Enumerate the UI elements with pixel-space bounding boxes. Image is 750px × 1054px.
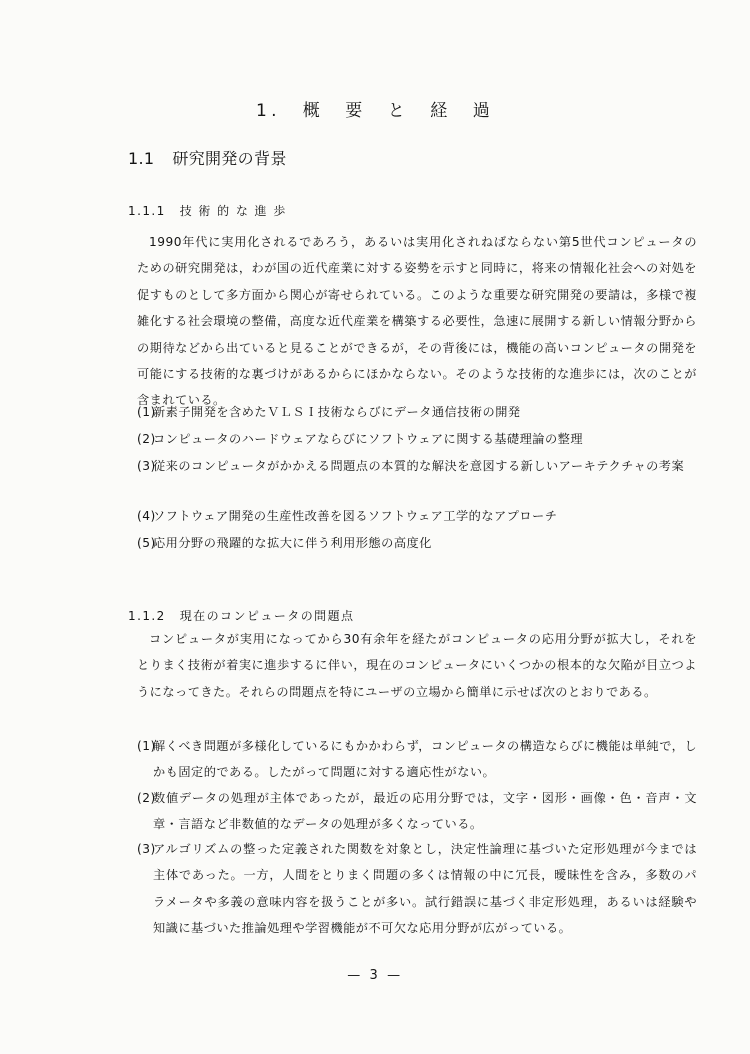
subsection-number: 1.1.1 (128, 204, 166, 218)
section-title-text: 研究開発の背景 (172, 149, 287, 168)
list-item-text: ソフトウェア開発の生産性改善を図るソフトウェア工学的なアプローチ (153, 509, 558, 523)
list-marker: (3) (137, 842, 156, 856)
list-marker: (2) (137, 432, 156, 446)
chapter-title (0, 96, 750, 121)
paragraph-current-problems: コンピュータが実用になってから30有余年を経たがコンピュータの応用分野が拡大し，それをとりまく技術が着実に進歩するに伴い，現在のコンピュータにいくつかの根本的な欠陥が目立つようになってきた。それらの問題点を特にユーザの立場から簡単に示せば次のとおりである。 (137, 632, 697, 699)
list-marker: (2) (137, 791, 156, 805)
section-title (128, 146, 287, 169)
list-marker: (3) (137, 459, 156, 473)
list-item-text: 従来のコンピュータがかかえる問題点の本質的な解決を意図する新しいアーキテクチャの考案 (153, 459, 685, 473)
subsection-title-2 (128, 607, 354, 624)
chapter-number: 1. (256, 101, 281, 121)
list-item (137, 399, 697, 425)
list-item-text: 解くべき問題が多様化しているにもかかわらず，コンピュータの構造ならびに機能は単純で，しかも固定的である。したがって問題に対する適応性がない。 (153, 739, 697, 780)
subsection-title-text: 技 術 的 な 進 歩 (179, 204, 287, 218)
list-marker: (1) (137, 739, 156, 753)
list-item-text: アルゴリズムの整った定義された関数を対象とし，決定性論理に基づいた定形処理が今までは主体であった。一方，人間をとりまく問題の多くは情報の中に冗長，曖昧性を含み，多数のパラメータや多義の意味内容を扱うことが多い。試行錯誤に基づく非定形処理，あるいは経験や知識に基づいた推論処理や学習機能が不可欠な応用分野が広がっている。 (153, 842, 697, 936)
list-item (137, 836, 697, 942)
list-item (137, 503, 697, 529)
list-item (137, 785, 697, 838)
list-item (137, 530, 697, 556)
chapter-title-text: 概 要 と 経 過 (302, 101, 494, 121)
list-item-text: コンピュータのハードウェアならびにソフトウェアに関する基礎理論の整理 (153, 432, 583, 446)
page-number: — 3 — (347, 968, 403, 983)
subsection-title-text: 現在のコンピュータの問題点 (179, 609, 355, 623)
paragraph-technical-progress: 1990年代に実用化されるであろう，あるいは実用化されねばならない第5世代コンピュータのための研究開発は，わが国の近代産業に対する姿勢を示すと同時に，将来の情報化社会への対処を促すものとして多方面から関心が寄せられている。このような重要な研究開発の要請は，多様で複雑化する社会環境の整備，高度な近代産業を構築する必要性，急速に展開する新しい情報分野からの期待などから出ていると見ることができるが，その背後には，機能の高いコンピュータの開発を可能にする技術的な裏づけがあるからにほかならない。そのような技術的な進歩には，次のことが含まれている。 (137, 235, 697, 408)
list-item (137, 453, 697, 479)
subsection-title-1 (128, 202, 287, 219)
list-marker: (5) (137, 536, 156, 550)
list-item-text: 数値データの処理が主体であったが，最近の応用分野では，文字・図形・画像・色・音声・文章・言語など非数値的なデータの処理が多くなっている。 (153, 791, 697, 832)
section-number: 1.1 (128, 149, 155, 168)
subsection-number: 1.1.2 (128, 609, 166, 623)
list-item-text: 応用分野の飛躍的な拡大に伴う利用形態の高度化 (153, 536, 432, 550)
list-marker: (1) (137, 405, 156, 419)
list-item (137, 733, 697, 786)
list-marker: (4) (137, 509, 156, 523)
list-item-text: 新素子開発を含めたＶＬＳＩ技術ならびにデータ通信技術の開発 (153, 405, 521, 419)
list-item (137, 426, 697, 452)
